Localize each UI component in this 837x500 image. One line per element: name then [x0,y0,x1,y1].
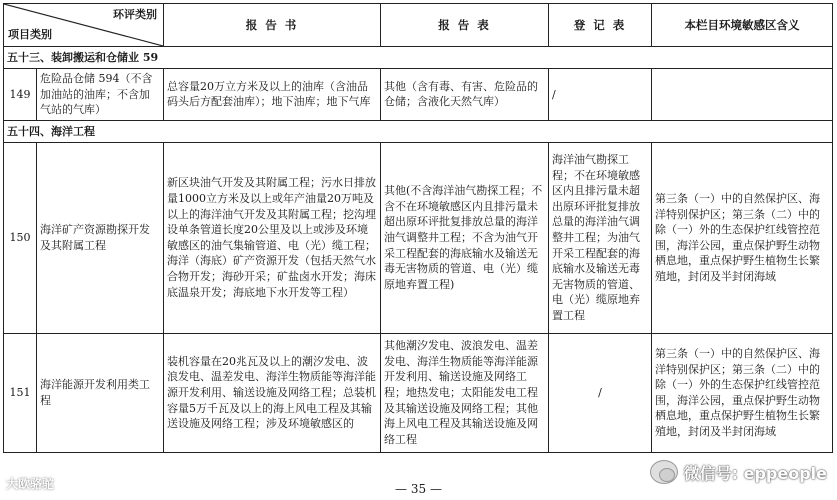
report-book-cell: 新区块油气开发及其附属工程；污水日排放量1000立方米及以上或年产油量20万吨及以上的海洋油气开发及其附属工程；挖沟埋设单条管道长度20公里及以上或涉及环境敏感区的油气集输管道、电（光）缆工程；海洋（海底）矿产资源开发（包括天然气水合物开发；海砂开采；矿盐卤水开发；海床底温泉开发；海底地下水开发等工程） [164,142,381,333]
wechat-id-text: 微信号: eppeople [683,463,827,483]
header-report-form: 报 告 表 [381,4,549,47]
sensitive-area-cell: 第三条（一）中的自然保护区、海洋特别保护区；第三条（二）中的除（一）外的生态保护红线管控范围，海洋公园，重点保护野生动物栖息地，重点保护野生植物生长繁殖地，封闭及半封闭海域 [652,142,833,333]
brand-text: 大欧骆驼 [6,477,55,491]
project-category: 海洋矿产资源勘探开发及其附属工程 [37,142,164,333]
row-number: 149 [4,69,37,121]
header-registration-form: 登 记 表 [549,4,652,47]
header-sensitive-area: 本栏目环境敏感区含义 [652,4,833,47]
wechat-icon [650,460,678,484]
row-number: 150 [4,142,37,333]
page-number: — 35 — [395,482,442,496]
report-book-cell: 总容量20万立方米及以上的油库（含油品码头后方配套油库）；地下油库；地下气库 [164,69,381,121]
project-category: 危险品仓储 594（不含加油站的油库；不含加气站的气库） [37,69,164,121]
table-row [4,142,833,333]
table-header-row [4,4,833,47]
sensitive-area-cell [652,69,833,121]
section-row [4,120,833,142]
wechat-watermark [650,460,827,484]
report-form-cell: 其他（含有毒、有害、危险品的仓储；含液化天然气库） [381,69,549,121]
corner-top-label: 环评类别 [113,8,157,21]
row-number: 151 [4,333,37,452]
table-row [4,69,833,121]
registration-form-cell: 海洋油气勘探工程；不在环境敏感区内且排污量未超出原环评批复排放总量的海洋油气调整井工程；为油气开采工程配套的海底输水及输送无毒无害物质的管道、电（光）缆原地弃置工程 [549,142,652,333]
section-title: 五十四、海洋工程 [4,120,833,142]
corner-bottom-label: 项目类别 [8,28,52,42]
section-row [4,47,833,69]
project-category: 海洋能源开发利用类工程 [37,333,164,452]
registration-form-cell: / [549,333,652,452]
report-form-cell: 其他潮汐发电、波浪发电、温差发电、海洋生物质能等海洋能源开发利用、输送设施及网络工程；地热发电；太阳能发电工程及其输送设施及网络工程；其他海上风电工程及其输送设施及网络工程 [381,333,549,452]
table-row [4,333,833,452]
section-title: 五十三、装卸搬运和仓储业 59 [4,47,833,69]
report-form-cell: 其他(不含海洋油气勘探工程；不含不在环境敏感区内且排污量未超出原环评批复排放总量的海洋油气调整井工程；不含为油气开采工程配套的海底输水及输送无毒无害物质的管道、电（光）缆原地弃置工程) [381,142,549,333]
registration-form-cell: / [549,69,652,121]
report-book-cell: 装机容量在20兆瓦及以上的潮汐发电、波浪发电、温差发电、海洋生物质能等海洋能源开发利用、输送设施及网络工程；总装机容量5万千瓦及以上的海上风电工程及其输送设施及网络工程；涉及环境敏感区的 [164,333,381,452]
sensitive-area-cell: 第三条（一）中的自然保护区、海洋特别保护区；第三条（二）中的除（一）外的生态保护红线管控范围，海洋公园，重点保护野生动物栖息地，重点保护野生植物生长繁殖地，封闭及半封闭海域 [652,333,833,452]
regulation-table [3,3,833,453]
corner-header-cell [4,4,164,47]
header-report-book: 报 告 书 [164,4,381,47]
